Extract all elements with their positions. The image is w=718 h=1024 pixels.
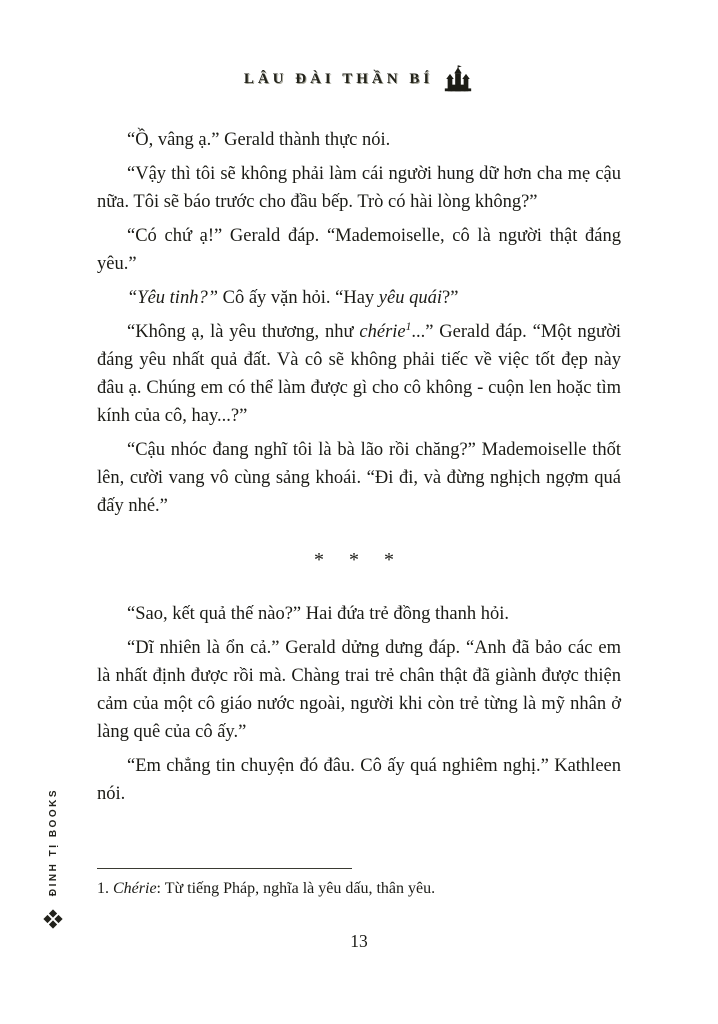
diamond-logo-icon: [42, 908, 64, 930]
page-number: 13: [350, 931, 368, 951]
text-run: yêu quái: [378, 288, 442, 308]
text-run: “Sao, kết quả thế nào?” Hai đứa trẻ đồng thanh hỏi.: [127, 604, 509, 624]
text-run: “Dĩ nhiên là ổn cả.” Gerald dửng dưng đáp. “Anh đã bảo các em là nhất định được rồi mà. Chàng trai trẻ chân thật đã giành được thiện cảm của một cô giáo nước ngoài, người khi còn trẻ từng là mỹ nhân ở làng quê của cô ấy.”: [97, 638, 621, 742]
text-run: “Ồ, vâng ạ.” Gerald thành thực nói.: [127, 130, 391, 150]
running-head-title: LÂU ĐÀI THẦN BÍ: [243, 70, 434, 87]
text-run: “Yêu tinh?”: [127, 288, 218, 308]
paragraph: [97, 752, 621, 808]
publisher-spine: [42, 788, 64, 930]
text-run: “Có chứ ạ!” Gerald đáp. “Mademoiselle, cô là người thật đáng yêu.”: [97, 226, 621, 274]
text-run: ?”: [441, 288, 459, 308]
paragraph: [97, 318, 621, 430]
footnote-section: [97, 868, 621, 900]
text-run: “Em chẳng tin chuyện đó đâu. Cô ấy quá nghiêm nghị.” Kathleen nói.: [97, 756, 621, 804]
text-run: chérie: [359, 322, 406, 342]
footnote-text: [97, 878, 621, 900]
paragraph: [97, 436, 621, 520]
text-run: Cô ấy vặn hỏi. “Hay: [217, 288, 379, 308]
body-text: [97, 126, 621, 808]
section-separator: * * *: [314, 549, 404, 571]
paragraph: [97, 222, 621, 278]
text-run: “Vậy thì tôi sẽ không phải làm cái người hung dữ hơn cha mẹ cậu nữa. Tôi sẽ báo trước cho đầu bếp. Trò có hài lòng không?”: [97, 164, 621, 212]
paragraph: [97, 126, 621, 154]
paragraph: [97, 284, 621, 312]
paragraph: [97, 600, 621, 628]
text-run: Chérie: [113, 880, 157, 897]
paragraph: [97, 634, 621, 746]
text-run: “Cậu nhóc đang nghĩ tôi là bà lão rồi chăng?” Mademoiselle thốt lên, cười vang vô cùng sảng khoái. “Đi đi, và đừng nghịch ngợm quá đấy nhé.”: [97, 440, 621, 516]
publisher-name: ĐINH TỊ BOOKS: [47, 788, 59, 897]
page-header: [0, 64, 718, 94]
text-run: : Từ tiếng Pháp, nghĩa là yêu dấu, thân yêu.: [156, 880, 436, 897]
text-run: 1.: [97, 880, 113, 897]
footnote-divider: [97, 868, 352, 869]
text-run: “Không ạ, là yêu thương, như: [127, 322, 360, 342]
paragraph: [97, 160, 621, 216]
text-run: ...” Gerald đáp. “Một người đáng yêu nhất quả đất. Và cô sẽ không phải tiếc về việc tốt đẹp này đâu ạ. Chúng em có thể làm được gì cho cô không - cuộn len hoặc tìm kính của cô, hay...?”: [97, 322, 621, 426]
footnote-ref: 1: [405, 320, 412, 333]
castle-icon: [442, 64, 474, 94]
